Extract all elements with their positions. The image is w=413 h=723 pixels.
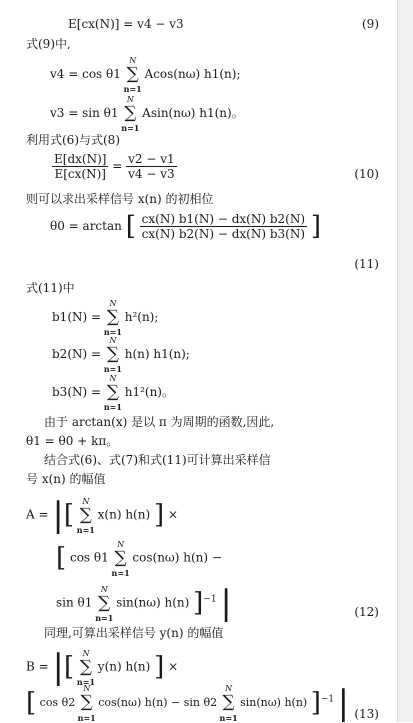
equation-b1-rhs: h²(n);: [124, 310, 159, 324]
equation-10-number: (10): [354, 167, 379, 181]
equation-12-term: x(n) h(n): [97, 507, 151, 522]
times-symbol: ×: [168, 659, 179, 674]
sum-lower-limit: n=1: [103, 364, 122, 374]
paragraph-text: 式(11)中: [26, 281, 75, 295]
inverse-exponent: −1: [320, 694, 335, 705]
equation-11-number: (11): [354, 257, 379, 271]
equation-v3-rhs: Asin(nω) h1(n)。: [142, 106, 244, 120]
sum-lower-limit: n=1: [103, 327, 122, 337]
equation-b2-lhs: b2(N) =: [52, 347, 102, 361]
sum-upper-limit: N: [82, 496, 90, 506]
equation-v4-lhs: v4 = cos θ1: [50, 67, 121, 81]
equation-13-term: y(n) h(n): [97, 659, 151, 674]
sum-lower-limit: n=1: [123, 84, 142, 94]
equation-v4-rhs: Acos(nω) h1(n);: [144, 67, 241, 81]
sum-upper-limit: N: [129, 56, 137, 65]
paragraph-text: 则可以求出采样信号 x(n) 的初相位: [26, 192, 214, 206]
equation-b3-rhs: h1²(n)。: [124, 385, 174, 399]
equation-v4: [50, 56, 241, 94]
summation-symbol: N ∑ n=1: [95, 584, 114, 623]
sum-upper-limit: N: [109, 336, 117, 345]
equation-12-line-2: [ cos θ1 N ∑ n=1 cos(nω) h(n) −: [56, 539, 222, 578]
equation-11: θ0 = arctan [ $\frac{cx(N) b1(N) - dx(N) b2(N)}{cx(N) b2(N) - dx(N) b3(N)}$ ]: [50, 211, 321, 242]
paragraph-text: 式(9)中,: [26, 37, 71, 51]
fraction-denominator: v4 − v3: [128, 167, 175, 181]
fraction-left: [52, 152, 108, 181]
equation-12-cos-sum: cos(nω) h(n) −: [132, 550, 222, 565]
sum-upper-limit: N: [117, 539, 125, 549]
fraction-numerator: cx(N) b1(N) − dx(N) b2(N): [141, 212, 306, 226]
equation-b2: [52, 336, 190, 374]
fraction: [140, 212, 307, 241]
summation-symbol: N ∑ n=1: [76, 648, 96, 687]
sum-upper-limit: N: [100, 584, 108, 594]
inverse-exponent: −1: [203, 594, 217, 605]
sum-upper-limit: N: [126, 95, 134, 104]
equation-v3: [50, 95, 244, 133]
equation-12-lhs: A =: [26, 507, 49, 522]
equation-b1: [52, 299, 159, 337]
paragraph-text: θ1 = θ0 + kπ。: [26, 434, 119, 448]
fraction-numerator: v2 − v1: [128, 152, 175, 166]
summation-symbol: N ∑ n=1: [77, 684, 96, 723]
equation-9-expression: E[cx(N)] = v4 − v3: [68, 17, 184, 31]
summation-symbol: N ∑ n=1: [103, 374, 122, 412]
equation-13-sin-sum: sin(nω) h(n): [240, 696, 308, 709]
fraction-denominator: E[cx(N)]: [54, 167, 106, 181]
equation-12-sin-sum: sin(nω) h(n): [116, 595, 190, 610]
equation-12-line-1: A = |[ N ∑ n=1 x(n) h(n) ] ×: [26, 495, 179, 535]
equation-b3: [52, 374, 174, 412]
sum-lower-limit: n=1: [111, 567, 130, 578]
fraction-numerator: E[dx(N)]: [54, 152, 107, 166]
equation-11-lhs: θ0 = arctan: [50, 219, 122, 233]
equation-12-number: (12): [354, 605, 379, 619]
summation-symbol: N ∑ n=1: [76, 496, 95, 535]
paragraph-text: 利用式(6)与式(8): [26, 133, 120, 147]
equation-10: $\frac{E[dx(N)]}{E[cx(N)]}$ = $\frac{v2 - v1}{v4 - v3}$: [54, 152, 175, 181]
equation-12-line-3: sin θ1 N ∑ n=1 sin(nω) h(n) ]$^{-1}$ |: [56, 583, 232, 623]
equation-b2-rhs: h(n) h1(n);: [124, 347, 190, 361]
equation-b3-lhs: b3(N) =: [52, 385, 102, 399]
fraction-denominator: cx(N) b2(N) − dx(N) b3(N): [141, 227, 306, 241]
sum-lower-limit: n=1: [76, 676, 96, 687]
fraction-right: [126, 152, 177, 181]
equation-12-sin-term: sin θ1: [56, 595, 93, 610]
summation-symbol: N ∑ n=1: [111, 539, 130, 578]
sum-lower-limit: n=1: [76, 524, 95, 535]
equation-13-lhs: B =: [26, 659, 49, 674]
sum-upper-limit: N: [82, 648, 90, 658]
sum-upper-limit: N: [225, 684, 233, 693]
equation-9-number: (9): [362, 17, 379, 31]
equation-b1-lhs: b1(N) =: [52, 310, 102, 324]
sum-lower-limit: n=1: [219, 713, 238, 723]
equation-12-cos-term: cos θ1: [69, 550, 109, 565]
sum-upper-limit: N: [83, 684, 91, 693]
sum-upper-limit: N: [109, 299, 117, 308]
equation-13-cos-term: cos θ2: [39, 696, 76, 709]
times-symbol: ×: [167, 507, 179, 522]
equation-13-number: (13): [354, 707, 379, 721]
summation-symbol: N ∑ n=1: [103, 336, 122, 374]
equation-v3-lhs: v3 = sin θ1: [50, 106, 119, 120]
paragraph-text: 结合式(6)、式(7)和式(11)可计算出采样信: [44, 453, 271, 467]
summation-symbol: N ∑ n=1: [219, 684, 238, 723]
sum-lower-limit: n=1: [95, 612, 114, 623]
summation-symbol: N ∑ n=1: [123, 56, 142, 94]
equation-13-line-1: B = |[ N ∑ n=1 y(n) h(n) ] ×: [26, 647, 179, 687]
page-edge: [397, 0, 413, 722]
summation-symbol: N ∑ n=1: [103, 299, 122, 337]
equation-13-middle: cos(nω) h(n) − sin θ2: [98, 696, 218, 709]
equation-13-line-2: [ cos θ2 N ∑ n=1 cos(nω) h(n) − sin θ2 N ∑ n=1 sin(nω) h(n) ]$^{-1}$ |: [26, 683, 350, 723]
paragraph-text: 同理,可算出采样信号 y(n) 的幅值: [44, 626, 224, 640]
paragraph-text: 由于 arctan(x) 是以 π 为周期的函数,因此,: [44, 415, 275, 429]
sum-lower-limit: n=1: [103, 402, 122, 412]
paragraph-text: 号 x(n) 的幅值: [26, 472, 106, 486]
summation-symbol: N ∑ n=1: [121, 95, 140, 133]
equation-9: [68, 16, 184, 32]
sum-upper-limit: N: [109, 374, 117, 383]
sum-lower-limit: n=1: [121, 123, 140, 133]
sum-lower-limit: n=1: [77, 713, 96, 723]
